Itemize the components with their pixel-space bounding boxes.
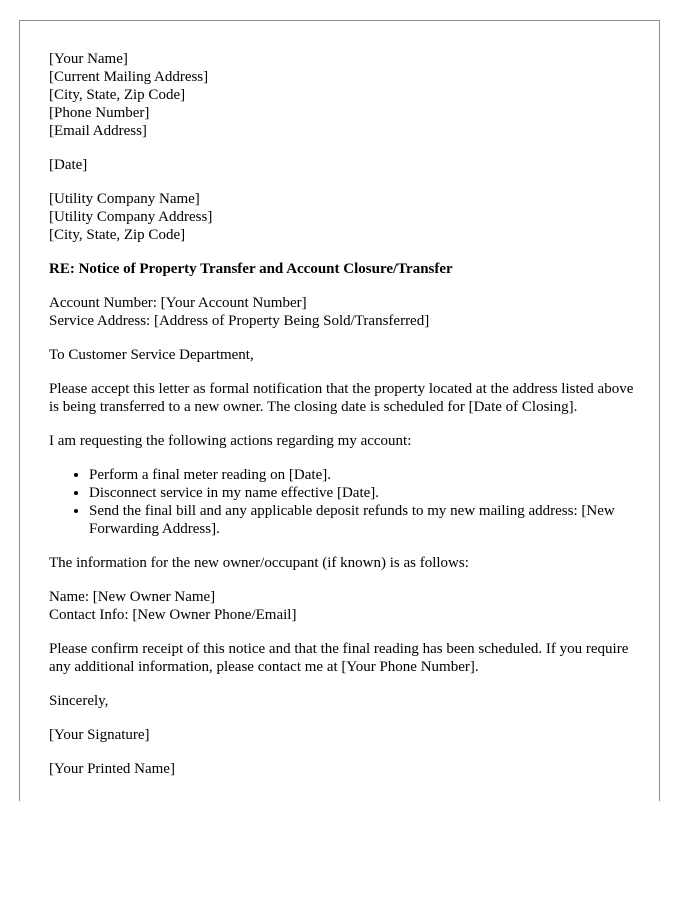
signature: [Your Signature] [49,727,150,743]
request-lead: I am requesting the following actions regarding my account: [49,433,412,449]
letter-date: [Date] [49,157,88,173]
date-block [49,156,639,174]
new-owner-block [49,588,639,624]
salutation: To Customer Service Department, [49,347,254,363]
action-item-disconnect: • Disconnect service in my name effective [Date]. [89,484,639,502]
letter-content [49,50,639,794]
new-owner-contact: Contact Info: [New Owner Phone/Email] [49,607,297,623]
intro-paragraph: Please accept this letter as formal notification that the property located at the address listed above is being transferred to a new owner. The closing date is scheduled for [Date of Closing]. [49,381,634,415]
action-item-final-reading: • Perform a final meter reading on [Date]. [89,466,639,484]
subject-line: RE: Notice of Property Transfer and Account Closure/Transfer [49,261,453,277]
valediction: Sincerely, [49,693,109,709]
recipient-block [49,190,639,244]
account-number: Account Number: [Your Account Number] [49,295,307,311]
action-list [49,466,639,538]
new-owner-lead: The information for the new owner/occupant (if known) is as follows: [49,555,469,571]
closing-request-paragraph: Please confirm receipt of this notice and that the final reading has been scheduled. If you require any additional information, please contact me at [Your Phone Number]. [49,641,629,675]
recipient-company-address: [Utility Company Address] [49,209,213,225]
sender-phone: [Phone Number] [49,105,150,121]
sender-name: [Your Name] [49,51,128,67]
sender-city-state-zip: [City, State, Zip Code] [49,87,186,103]
recipient-city-state-zip: [City, State, Zip Code] [49,227,186,243]
sender-block [49,50,639,140]
letter-page [19,20,660,801]
sender-email: [Email Address] [49,123,147,139]
recipient-company-name: [Utility Company Name] [49,191,200,207]
action-item-final-bill: • Send the final bill and any applicable deposit refunds to my new mailing address: [New Forwarding Address]. [89,502,639,538]
new-owner-name: Name: [New Owner Name] [49,589,216,605]
account-block [49,294,639,330]
service-address: Service Address: [Address of Property Being Sold/Transferred] [49,313,430,329]
sender-address: [Current Mailing Address] [49,69,209,85]
printed-name: [Your Printed Name] [49,761,175,777]
